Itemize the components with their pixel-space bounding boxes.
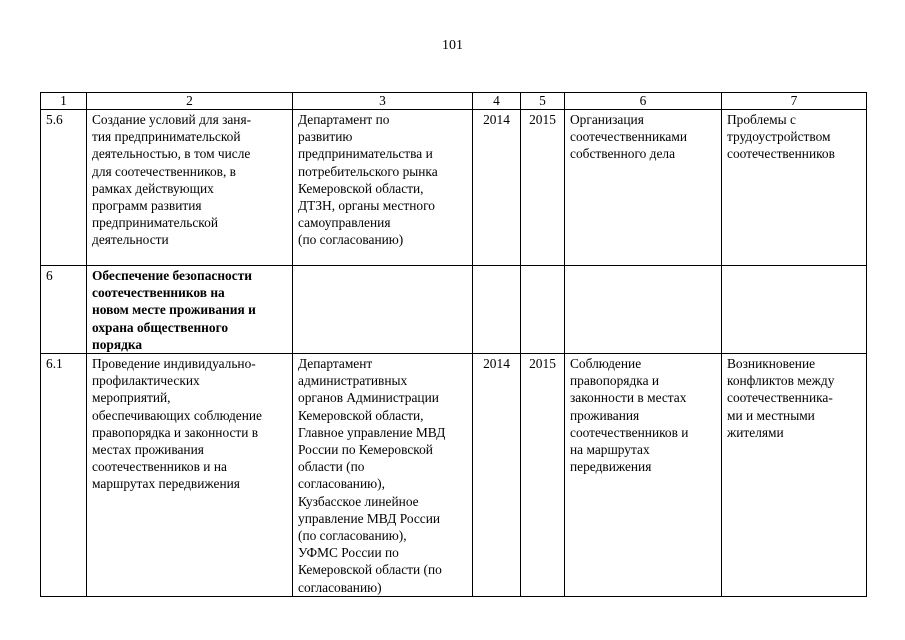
start-year-cell	[473, 266, 521, 354]
measures-table	[40, 92, 867, 597]
result-cell	[565, 266, 722, 354]
executor-cell: Департамент административных органов Администрации Кемеровской области, Главное управление МВД России по Кемеровской области (по согласованию), Кузбасское линейное управление МВД России (по согласованию), УФМС России по Кемеровской области (по согласованию)	[293, 354, 473, 597]
column-number-5: 5	[521, 93, 565, 110]
section-title-cell: Обеспечение безопасности соотечественников на новом месте проживания и охрана общественного порядка	[87, 266, 293, 354]
column-number-7: 7	[722, 93, 867, 110]
end-year-cell: 2015	[521, 354, 565, 597]
start-year-cell: 2014	[473, 110, 521, 266]
row-number: 6.1	[41, 354, 87, 597]
page-number: 101	[442, 38, 463, 53]
result-cell: Соблюдение правопорядка и законности в местах проживания соотечественников и на маршрутах передвижения	[565, 354, 722, 597]
problems-cell: Проблемы с трудоустройством соотечественников	[722, 110, 867, 266]
table-row	[41, 354, 867, 597]
column-number-6: 6	[565, 93, 722, 110]
end-year-cell	[521, 266, 565, 354]
executor-cell: Департамент по развитию предпринимательства и потребительского рынка Кемеровской области, ДТЗН, органы местного самоуправления (по согласованию)	[293, 110, 473, 266]
section-number: 6	[41, 266, 87, 354]
column-number-row	[41, 93, 867, 110]
measure-cell: Проведение индивидуально- профилактических мероприятий, обеспечивающих соблюдение правопорядка и законности в местах проживания соотечественников и на маршрутах передвижения	[87, 354, 293, 597]
start-year-cell: 2014	[473, 354, 521, 597]
table-row	[41, 110, 867, 266]
table-row	[41, 266, 867, 354]
column-number-1: 1	[41, 93, 87, 110]
end-year-cell: 2015	[521, 110, 565, 266]
column-number-3: 3	[293, 93, 473, 110]
result-cell: Организация соотечественниками собственного дела	[565, 110, 722, 266]
measure-cell: Создание условий для заня- тия предпринимательской деятельностью, в том числе для соотечественников, в рамках действующих программ развития предпринимательской деятельности	[87, 110, 293, 266]
executor-cell	[293, 266, 473, 354]
problems-cell	[722, 266, 867, 354]
column-number-2: 2	[87, 93, 293, 110]
row-number: 5.6	[41, 110, 87, 266]
problems-cell: Возникновение конфликтов между соотечественника- ми и местными жителями	[722, 354, 867, 597]
column-number-4: 4	[473, 93, 521, 110]
